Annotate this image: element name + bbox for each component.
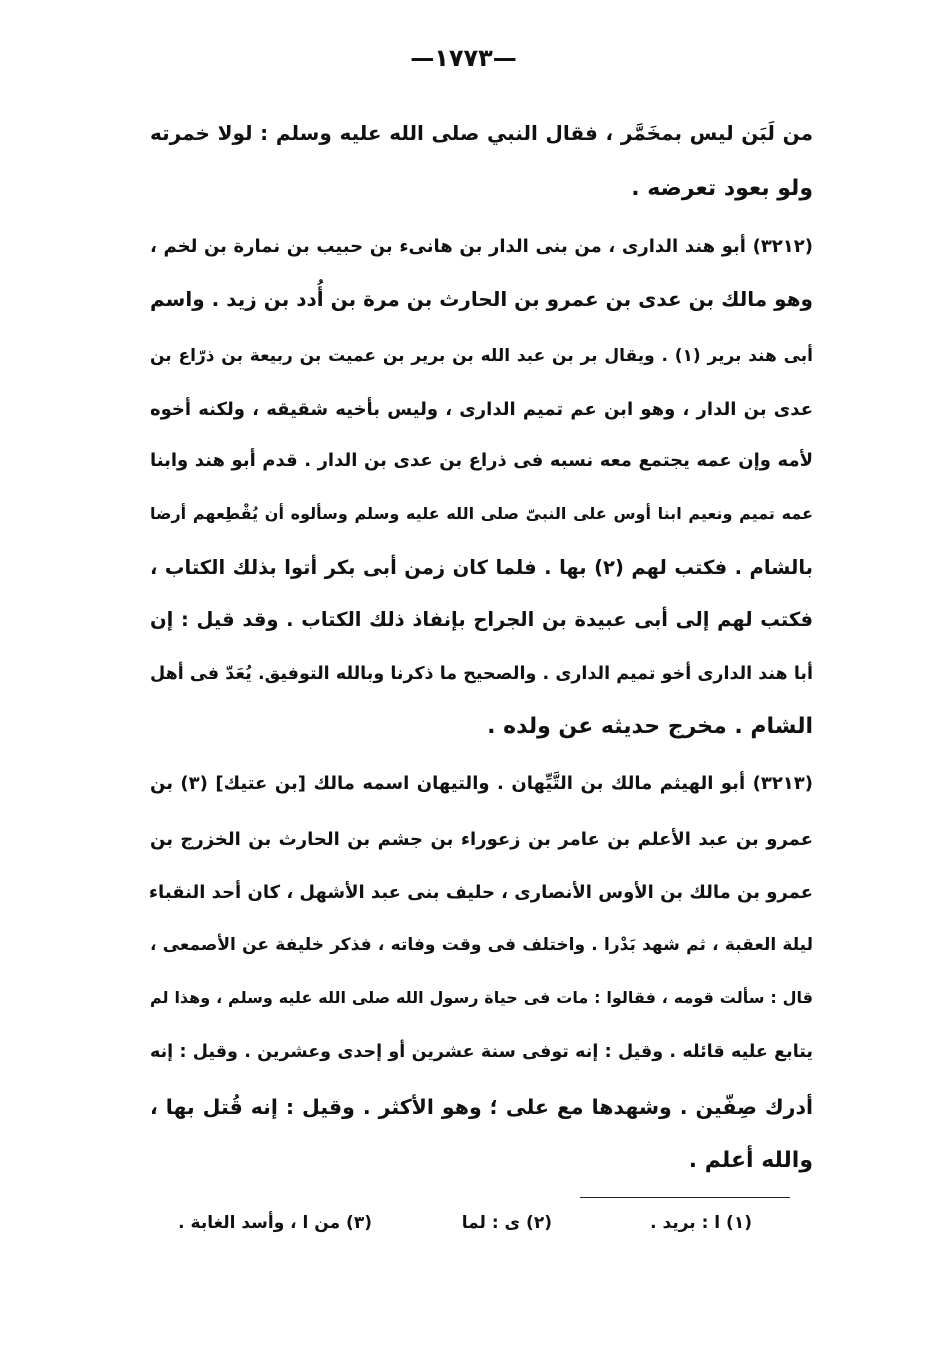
- text-line: عمه تميم ونعيم ابنا أوس على النبىّ صلى الله عليه وسلم وسألوه أن يُقْطِعهم أرضا: [150, 504, 813, 523]
- text-line: أبى هند برير (١) . ويقال بر بن عبد الله بن برير بن عميت بن ربيعة بن ذرّاع بن: [150, 346, 813, 366]
- text-line: عمرو بن عبد الأعلم بن عامر بن زعوراء بن جشم بن الحارث بن الخزرج بن: [150, 829, 813, 850]
- text-line: ولو بعود تعرضه .: [631, 176, 813, 201]
- text-line: بالشام . فكتب لهم (٢) بها . فلما كان زمن أبى بكر أتوا بذلك الكتاب ،: [150, 556, 813, 579]
- text-line: فكتب لهم إلى أبى عبيدة بن الجراح بإنفاذ ذلك الكتاب . وقد قيل : إن: [150, 608, 813, 631]
- text-line: يتابع عليه قائله . وقيل : إنه توفى سنة عشرين أو إحدى وعشرين . وقيل : إنه: [150, 1042, 813, 1062]
- text-line: والله أعلم .: [688, 1148, 813, 1173]
- text-line: ليلة العقبة ، ثم شهد بَدْرا . واختلف فى وقت وفاته ، فذكر خليفة عن الأصمعى ،: [150, 935, 813, 955]
- page-number: —١٧٧٣—: [410, 44, 517, 72]
- text-line: قال : سألت قومه ، فقالوا : مات فى حياة رسول الله صلى الله عليه وسلم ، وهذا لم: [150, 988, 813, 1007]
- text-line: أبا هند الدارى أخو تميم الدارى . والصحيح ما ذكرنا وبالله التوفيق. يُعَدّ فى أهل: [150, 664, 813, 684]
- footnote-2: (٢) ى : لما: [461, 1213, 552, 1233]
- text-line: من لَبَن ليس بمخَمَّر ، فقال النبي صلى الله عليه وسلم : لولا خمرته: [150, 121, 813, 145]
- text-line: أدرك صِفّين . وشهدها مع على ؛ وهو الأكثر . وقيل : إنه قُتل بها ،: [150, 1095, 813, 1119]
- text-line: عدى بن الدار ، وهو ابن عم تميم الدارى ، وليس بأخيه شقيقه ، ولكنه أخوه: [150, 399, 813, 420]
- text-line: وهو مالك بن عدى بن عمرو بن الحارث بن مرة بن أُدد بن زيد . واسم: [150, 287, 813, 311]
- text-line: لأمه وإن عمه يجتمع معه نسبه فى ذراع بن عدى بن الدار . قدم أبو هند وابنا: [150, 450, 813, 471]
- footnote-divider: [580, 1197, 790, 1198]
- text-line: عمرو بن مالك بن الأوس الأنصارى ، حليف بنى عبد الأشهل ، كان أحد النقباء: [148, 882, 813, 903]
- text-line: (٣٢١٣) أبو الهيثم مالك بن التَّيِّهان . والتيهان اسمه مالك [بن عتيك] (٣) بن: [150, 773, 814, 794]
- text-line: (٣٢١٢) أبو هند الدارى ، من بنى الدار بن هانىء بن حبيب بن نمارة بن لخم ،: [150, 236, 813, 257]
- footnote-1: (١) ا : بريد .: [650, 1213, 752, 1233]
- footnote-3: (٣) من ا ، وأسد الغابة .: [178, 1213, 372, 1233]
- text-line: الشام . مخرج حديثه عن ولده .: [487, 714, 813, 739]
